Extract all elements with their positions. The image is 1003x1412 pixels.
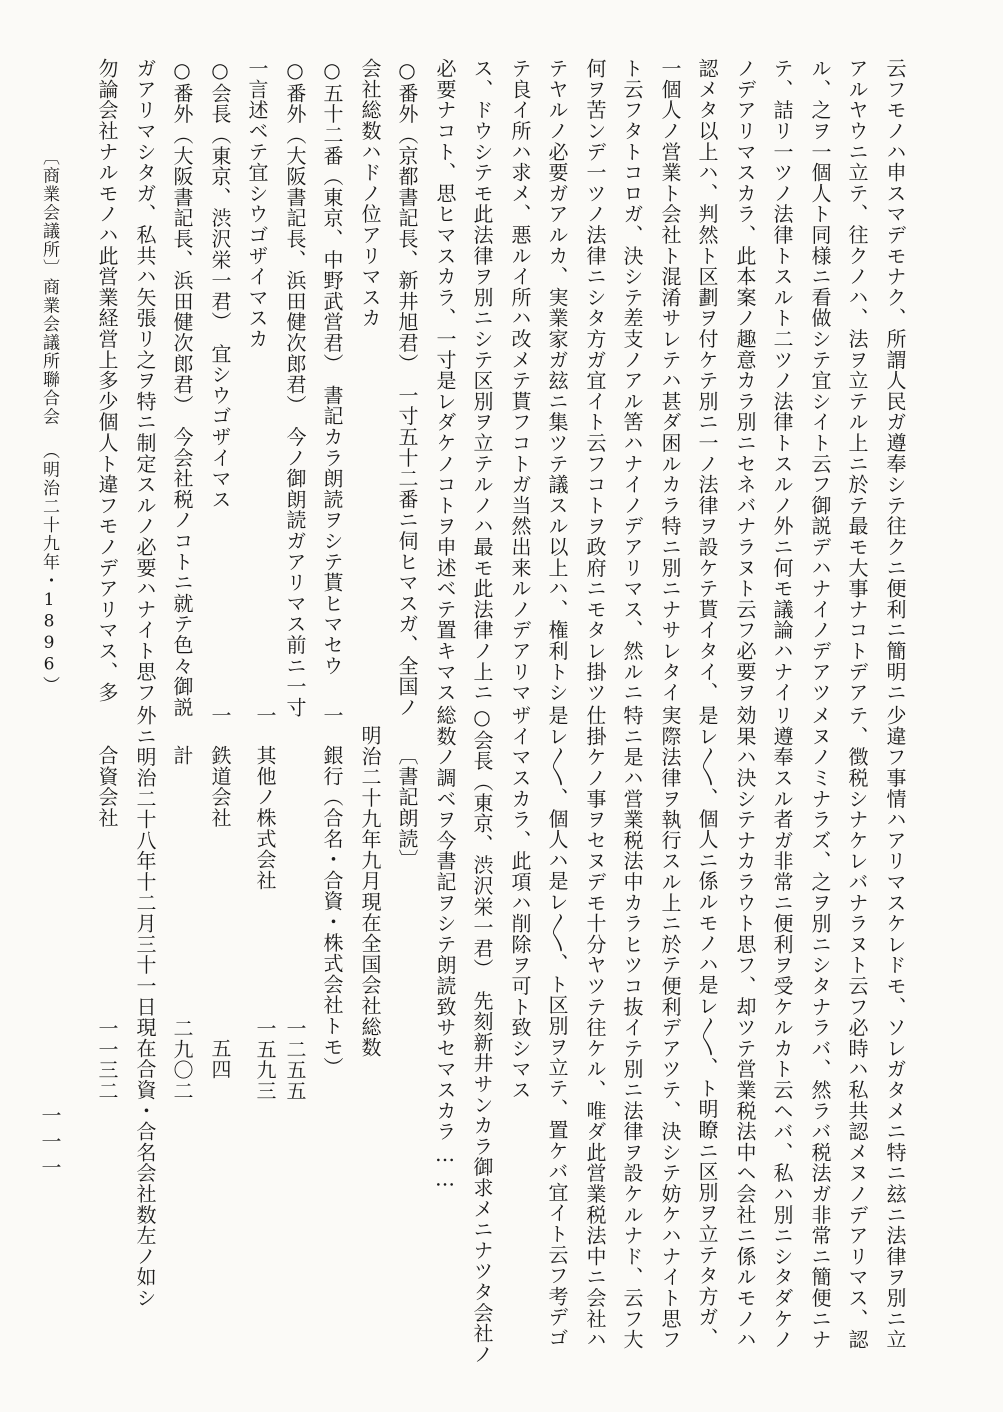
text-line: 云フモノハ申スマデモナク、所謂人民ガ遵奉シテ往クニ便利ニ簡明ニ: [883, 58, 907, 703]
text-line: ト云フタトコロガ、決シテ差支ノアル筈ハナイノデアリマス、然ルニ: [620, 58, 644, 703]
row-name: 其他ノ株式会社: [253, 745, 277, 891]
text-line: テヤルノ必要ガアルカ、実業家ガ玆ニ集ツテ議スル以上ハ、権利トシ: [545, 58, 569, 703]
row-name: 合資会社: [95, 745, 119, 829]
text-line: 認メタ以上ハ、判然ト区劃ヲ付ケテ別ニ一ノ法律ヲ設ケテ貰イタイ、: [695, 58, 719, 703]
text-line: 効果ハ決シテナカラウト思フ、却ツテ営業税法中ヘ会社ニ係ルモノハ: [733, 705, 757, 1350]
row-mark: 一: [253, 705, 277, 726]
text-line: メヌノミナラズ、之ヲ別ニシタナラバ、然ラバ税法ガ非常ニ簡便ニナ: [808, 705, 832, 1350]
running-header-year: （明治二十九年・1896）: [39, 442, 59, 695]
text-line: 何ヲ苦ンデ一ツノ法律ニシタ方ガ宜イト云フコトヲ政府ニモタレ掛ツ: [583, 58, 607, 703]
text-line: リ遵奉スル者ガ非常ニ便利ヲ受ケルカト云ヘバ、私ハ別ニシタダケノ: [770, 705, 794, 1350]
row-mark: 一: [208, 705, 232, 726]
text-line: ○番外（大阪書記長、浜田健次郎君） 今会社税ノコトニ就テ色々御説: [170, 58, 194, 718]
text-line: 必要ナコト、思ヒマスカラ、一寸是レダケノコトヲ申述ベテ置キマス: [433, 58, 457, 703]
text-line: 仕掛ケノ事ヲセヌデモ十分ヤツテ往ケル、唯ダ此営業税法中ニ会社ハ: [583, 705, 607, 1350]
running-header-bracket: 〔商業会議所〕: [39, 148, 59, 278]
text-line: 少違フ事情ハアリマスケレドモ、ソレガタメニ特ニ玆ニ法律ヲ別ニ立: [883, 705, 907, 1350]
text-line: テ、徴税シナケレバナラヌト云フ必時ハ私共認メヌノデアリマス、認: [845, 705, 869, 1350]
text-line: ○五十二番（東京、中野武営君） 書記カラ朗読ヲシテ貰ヒマセウ: [320, 58, 344, 676]
text-line: 是レ〳〵、個人ハ是レ〳〵、ト区別ヲ立テ、置ケバ宜イト云フ考デゴ: [545, 705, 569, 1349]
text-line: テ、詰リ一ツノ法律トスルト二ツノ法律トスルノ外ニ何モ議論ハナイ: [770, 58, 794, 703]
text-line: ○会長（東京、渋沢栄一君） 先刻新井サンカラ御求メニナツタ会社ノ: [470, 705, 494, 1365]
text-line: ○会長（東京、渋沢栄一君） 宜シウゴザイマス: [208, 58, 232, 510]
row-value: 一二五五: [283, 1018, 307, 1102]
text-line: 是レ〳〵、個人ニ係ルモノハ是レ〳〵、ト明瞭ニ区別ヲ立テタ方ガ、: [695, 705, 719, 1349]
text-line: ス、ドウシテモ此法律ヲ別ニシテ区別ヲ立テルノハ最モ此法律ノ上ニ: [470, 58, 494, 703]
text-line: ガアリマシタガ、私共ハ矢張リ之ヲ特ニ制定スルノ必要ハナイト思フ: [133, 58, 157, 703]
row-value: 二九〇二: [170, 1018, 194, 1102]
text-line: 総数ノ調ベヲ今書記ヲシテ朗読致サセマスカラ……: [433, 705, 457, 1192]
row-mark: 一: [320, 705, 344, 726]
text-line: ザイマスカラ、此項ハ削除ヲ可ト致シマス: [508, 705, 532, 1101]
text-line: テ良イ所ハ求メ、悪ルイ所ハ改メテ貰フコトガ当然出来ルノデアリマ: [508, 58, 532, 703]
reading-intro: 明治二十九年九月現在全国会社総数: [358, 725, 382, 1058]
text-line: 実際法律ヲ執行スル上ニ於テ便利デアツテ、決シテ妨ケハナイト思フ: [658, 705, 682, 1350]
row-name: 計: [170, 745, 194, 766]
row-value: 一五九三: [253, 1018, 277, 1102]
text-line: 会社総数ハドノ位アリマスカ: [358, 58, 382, 329]
text-line: ノデアリマスカラ、此本案ノ趣意カラ別ニセネバナラヌト云フ必要ヲ: [733, 58, 757, 703]
page-number: 一一一: [38, 1105, 62, 1183]
text-line: 一個人ノ営業ト会社ト混淆サレテハ甚ダ困ルカラ特ニ別ニナサレタイ: [658, 58, 682, 703]
row-value: 一一三二: [95, 1018, 119, 1102]
row-value: 五四: [208, 1038, 232, 1080]
reading-label: 〔書記朗読〕: [395, 745, 419, 870]
row-name: 銀行（合名・合資・株式会社トモ）: [320, 745, 344, 1078]
row-name: 鉄道会社: [208, 745, 232, 829]
text-line: ○番外（京都書記長、新井旭君） 一寸五十二番ニ伺ヒマスガ、全国ノ: [395, 58, 419, 718]
running-header-title: 商業会議所聯合会: [39, 278, 59, 426]
text-line: ○番外（大阪書記長、浜田健次郎君） 今ノ御朗読ガアリマス前ニ一寸: [283, 58, 307, 718]
text-line: ル、之ヲ一個人ト同様ニ看做シテ宜シイト云フ御説デハナイノデアツ: [808, 58, 832, 703]
reading-outro: 外ニ明治二十八年十二月三十一日現在合資・合名会社数左ノ如シ: [133, 705, 157, 1309]
text-line: 特ニ是ハ営業税法中カラヒツコ抜イテ別ニ法律ヲ設ケルナド、云フ大: [620, 705, 644, 1350]
text-line: 勿論会社ナルモノハ此営業経営上多少個人ト違フモノデアリマス、多: [95, 58, 119, 703]
text-line: アルヤウニ立テ、往クノハ、法ヲ立テル上ニ於テ最モ大事ナコトデア: [845, 58, 869, 703]
text-line: 一言述ベテ宜シウゴザイマスカ: [245, 58, 269, 350]
